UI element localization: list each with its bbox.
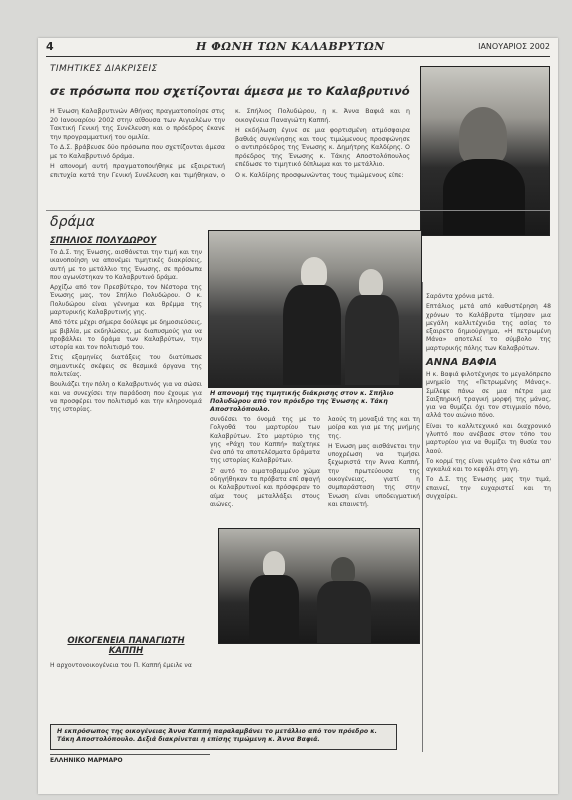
article-paragraph: Στις εξαμηνίες διατάξεις του διατύπωσε σημαντικές σκέψεις σε θεσμικά όργανα της πολιτείας.: [50, 354, 202, 378]
intro-paragraph: Η Ένωση Καλαβρυτινών Αθήνας πραγματοποίησε στις 20 Ιανουαρίου 2002 στην αίθουσα των Αιγιαλέων την Τακτική Γενική της Συνέλευση και ο πρόεδρος έκανε την προγραμματική του ομιλία.: [50, 108, 225, 141]
section-divider: [46, 210, 550, 211]
article-paragraph: Αρχίζω από τον Πρεσβύτερο, τον Νέστορα της Ένωσης μας, τον Σπήλιο Πολυδώρου. Ο κ. Πολυδώρου είναι γέννημα και θρέμμα της μαρτυρικής Καλαβρυτινής γης.: [50, 284, 202, 316]
left-column-lower: [50, 662, 202, 670]
article-paragraph: Σαράντα χρόνια μετά.: [426, 293, 495, 300]
newspaper-page: [38, 38, 558, 794]
subhead-kappi: ΟΙΚΟΓΕΝΕΙΑ ΠΑΝΑΓΙΩΤΗ ΚΑΠΠΗ: [67, 636, 185, 657]
intro-text: [50, 108, 410, 208]
figure-man-body: [249, 575, 299, 643]
middle-column: [210, 416, 320, 526]
section-title: δράμα: [50, 214, 95, 230]
kicker: ΤΙΜΗΤΙΚΕΣ ΔΙΑΚΡΙΣΕΙΣ: [50, 64, 158, 74]
article-paragraph: συνδέσει το όνομά της με το Γολγοθά του μαρτυρίου των Καλαβρύτων. Στο μαρτύριο της γης «Ράχη του Καππή» παίχτηκε ένα από τα αποτελέσματα δράματα της ιστορίας Καλαβρύτων.: [210, 416, 320, 465]
column-rule: [422, 282, 423, 752]
figure-woman-body: [317, 581, 371, 643]
headline: σε πρόσωπα που σχετίζονται άμεσα με το Καλαβρυτινό: [50, 84, 410, 98]
article-paragraph: Το Δ.Σ. της Ένωσης μας την τιμά, επαινεί, την ευχαριστεί και τη συγχαίρει.: [426, 476, 551, 500]
article-paragraph: Βουλιάζει την πόλη ο Καλαβρυτινός για να σώσει και να συνεχίσει την παράδοση που έχουμε για να προσφέρει τον πολιτισμό και την κληρονομιά της ιστορίας.: [50, 381, 202, 414]
intro-paragraph: Η απονομή αυτή πραγματοποιήθηκε με εξαιρετική επιτυχία κατά την Γενική Συνέλευση και τιμήθηκαν, ο κ. Σπήλιος Πολυδώρου, η κ. Άννα Βαφιά και η οικογένεια Παναγιώτη Καππή.: [50, 108, 410, 179]
article-paragraph: Από τότε μέχρι σήμερα δούλεψε με δημοσιεύσεις, με βιβλία, με εκδηλώσεις, με διαπυσμούς για να προβάλλει το δράμα των Καλαβρύτων, την ιστορία και τον πολιτισμό του.: [50, 319, 202, 352]
article-paragraph: Το κορμί της είναι γεμάτο ένα κάτω απ' αγκαλιά και το κεφάλι στη γη.: [426, 457, 551, 474]
footer-note: ΕΛΛΗΝΙΚΟ ΜΑΡΜΑΡΟ: [50, 754, 210, 764]
subhead-polydorou: ΣΠΗΛΙΟΣ ΠΟΛΥΔΩΡΟΥ: [50, 236, 157, 246]
award-photo-top: [208, 230, 422, 388]
photo-caption-bottom: Η εκπρόσωπος της οικογένειας Άννα Καππή παραλαμβάνει το μετάλλιο από τον πρόεδρο κ. Τάκη Αποστολόπουλο. Δεξιά διακρίνεται η επίσης τιμώμενη κ. Άννα Βαφιά.: [57, 728, 377, 744]
figure-right: [359, 269, 383, 297]
issue-date: ΙΑΝΟΥΑΡΙΟΣ 2002: [478, 42, 550, 51]
figure-left-body: [283, 285, 341, 385]
caption-box-bottom: [50, 724, 397, 750]
intro-paragraph: Ο κ. Καλδίρης προσφωνώντας τους τιμώμενους είπε:: [235, 171, 404, 179]
figure-left: [301, 257, 327, 287]
portrait-body: [443, 159, 525, 235]
article-paragraph: Είναι το καλλιτεχνικό και διαχρονικό γλυπτό που ανέβασε στον τόπο του μαρτυρίου για να θυμίζει τη θυσία του λαού.: [426, 422, 551, 455]
page-header: [46, 40, 550, 57]
figure-woman: [331, 557, 355, 583]
photo-caption-top: Η απονομή της τιμητικής διάκρισης στον κ. Σπήλιο Πολυδώρου από τον πρόεδρο της Ένωσης κ. Τάκη Αποστολόπουλο.: [210, 390, 394, 414]
article-paragraph: Η αρχοντονοικογένεια του Π. Καππή έμειλε να: [50, 662, 192, 669]
right-column: [426, 293, 551, 503]
page-number: 4: [46, 40, 54, 53]
article-paragraph: Η Ένωση μας αισθάνεται την υποχρέωση να τιμήσει ξεχωριστά την Άννα Καππή, την πρωτεύουσα της οικογένειας, γιατί η συμπαράσταση της στην Ένωση είναι υποδειγματική και επαινετή.: [328, 442, 420, 508]
middle-column-right: [328, 416, 420, 526]
award-photo-bottom: [218, 528, 420, 644]
article-paragraph: Το Δ.Σ. της Ένωσης, αισθάνεται την τιμή και την ικανοποίηση να απονέμει τιμητικές διακρίσεις, αυτή με το μετάλλιο της Ένωσης, σε πρόσωπα που αγωνίστηκαν το Καλαβρυτινό δράμα.: [50, 249, 202, 281]
article-paragraph: λαούς τη μοναξιά της και τη μοίρα και για με της μνήμης της.: [328, 416, 420, 440]
figure-man: [263, 551, 285, 577]
article-paragraph: Επτάλιος μετά από καθυστέρηση 48 χρόνων το Καλάβρυτα τίμησαν μια μεγάλη καλλιτέχνιδα της ασίας το εξαιρετο δημιούργημα, «Η πετρωμένη Μάνα» αποτελεί το σύμβολο της μαρτυρικής πόλης των Καλαβρύτων.: [426, 303, 551, 352]
subhead-anna-vafia: ΑΝΝΑ ΒΑΦΙΑ: [426, 356, 498, 368]
figure-right-body: [345, 295, 399, 385]
intro-paragraph: Το Δ.Σ. βράβευσε δύο πρόσωπα που σχετίζονται άμεσα με το Καλαβρυτινό δράμα.: [50, 144, 225, 160]
article-paragraph: Σ' αυτό το αιματοβαμμένο χώμα οδηγήθηκαν τα πρόβατα επί σφαγή οι Καλαβρυτινοί και πρόσφεραν το αίμα τους μεταλλάξει στους αιώνες.: [210, 467, 320, 508]
left-column: [50, 236, 202, 666]
portrait-figure: [459, 107, 507, 165]
article-paragraph: Η κ. Βαφιά φιλοτέχνησε το μεγαλόπρεπο μνημείο της «Πετρωμένης Μάνας». Σμίλεψε πάνω σε μια πέτρα μια Σαιξπηρική τραγική μορφή της μάνας, για να θυμίζει όχι τον στιγμιαίο πόνο, αλλά τον αιώνιο πόνο.: [426, 370, 551, 420]
masthead: Η ΦΩΝΗ ΤΩΝ ΚΑΛΑΒΡΥΤΩΝ: [196, 40, 385, 53]
intro-paragraph: Η εκδήλωση έγινε σε μια φορτισμένη ατμόσφαιρα βαθιάς συγκίνησης και τους τιμώμενους προσφώνησε ο αντιπρόεδρος της Ένωσης κ. Δημήτρης Καλδίρης. Ο πρόεδρος της Ένωσης κ. Τάκης Αποστολόπουλος επέδωσε το τιμητικό δίπλωμα και το μετάλλιο.: [235, 127, 410, 168]
